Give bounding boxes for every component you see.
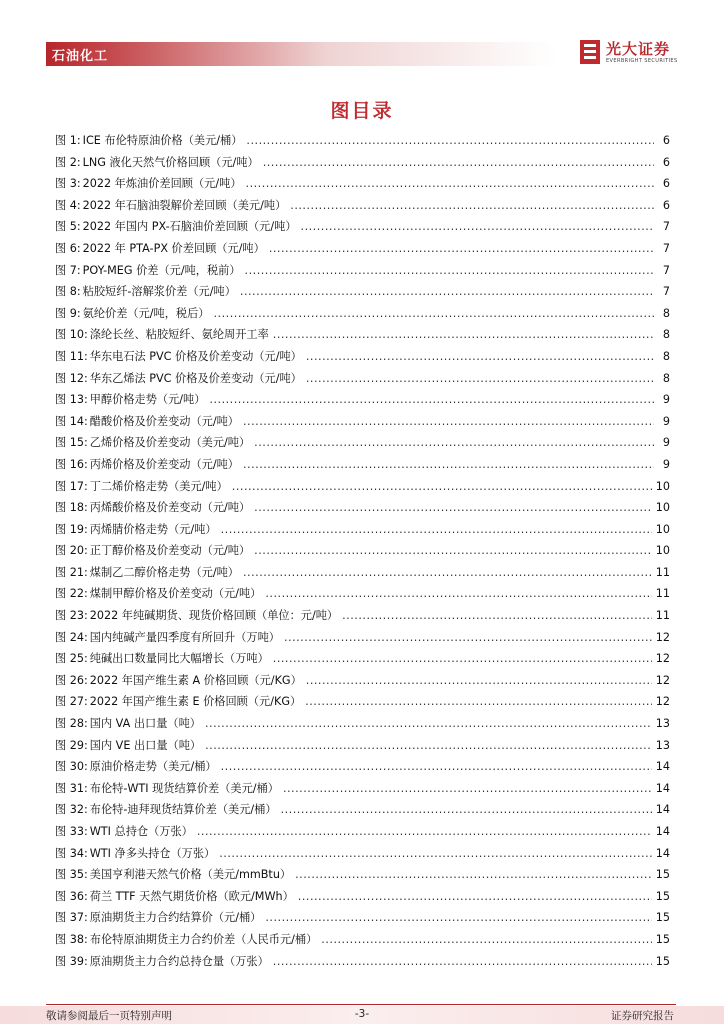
toc-entry-leader xyxy=(295,864,652,886)
toc-entry[interactable] xyxy=(55,152,670,174)
toc-entry-label: 图 36: xyxy=(55,889,88,903)
toc-entry-leader xyxy=(321,929,651,951)
toc-entry-page: 10 xyxy=(655,479,670,493)
toc-entry-leader xyxy=(273,648,652,670)
toc-entry[interactable] xyxy=(55,346,670,368)
brand-logo xyxy=(578,36,698,70)
toc-entry[interactable] xyxy=(55,821,670,843)
toc-entry-leader xyxy=(284,627,652,649)
toc-entry-page: 13 xyxy=(655,717,670,731)
toc-entry[interactable] xyxy=(55,281,670,303)
toc-entry[interactable] xyxy=(55,756,670,778)
toc-entry-title: 醋酸价格及价差变动（元/吨） xyxy=(89,414,239,428)
toc-entry-label: 图 29: xyxy=(55,738,88,752)
toc-entry-label: 图 2: xyxy=(55,155,81,169)
toc-entry[interactable] xyxy=(55,368,670,390)
toc-entry-label: 图 16: xyxy=(55,457,88,471)
brand-name: 光大证券 xyxy=(606,40,671,58)
toc-entry[interactable] xyxy=(55,799,670,821)
toc-entry[interactable] xyxy=(55,864,670,886)
toc-entry-label: 图 13: xyxy=(55,393,88,407)
toc-entry-page: 10 xyxy=(655,501,670,515)
toc-entry-leader xyxy=(342,605,652,627)
toc-entry[interactable] xyxy=(55,583,670,605)
toc-entry-label: 图 18: xyxy=(55,501,88,515)
toc-entry-title: 丙烯价格及价差变动（元/吨） xyxy=(89,457,239,471)
toc-entry-leader xyxy=(305,691,652,713)
toc-entry-label: 图 26: xyxy=(55,673,88,687)
toc-entry[interactable] xyxy=(55,929,670,951)
toc-entry-leader xyxy=(273,951,652,973)
toc-entry-title: 华东乙烯法 PVC 价格及价差变动（元/吨） xyxy=(89,371,302,385)
toc-entry[interactable] xyxy=(55,778,670,800)
toc-entry-title: 布伦特原油期货主力合约价差（人民币元/桶） xyxy=(89,932,318,946)
toc-entry-leader xyxy=(245,260,654,282)
toc-entry-leader xyxy=(254,497,652,519)
footer-page-number: -3- xyxy=(354,1008,370,1020)
toc-entry-page: 6 xyxy=(662,198,670,212)
toc-entry[interactable] xyxy=(55,173,670,195)
toc-entry-leader xyxy=(197,821,652,843)
toc-entry-label: 图 39: xyxy=(55,954,88,968)
toc-entry-title: 原油期货主力合约总持仓量（万张） xyxy=(89,954,269,968)
toc-entry-page: 8 xyxy=(662,328,670,342)
toc-entry-label: 图 24: xyxy=(55,630,88,644)
toc-entry-page: 14 xyxy=(655,803,670,817)
toc-entry[interactable] xyxy=(55,562,670,584)
toc-entry[interactable] xyxy=(55,713,670,735)
brand-subtitle: EVERBRIGHT SECURITIES xyxy=(606,58,678,64)
toc-entry[interactable] xyxy=(55,951,670,973)
toc-entry-page: 13 xyxy=(655,738,670,752)
toc-entry[interactable] xyxy=(55,691,670,713)
toc-entry-leader xyxy=(243,454,654,476)
figure-index-list xyxy=(55,130,670,972)
toc-entry-leader xyxy=(219,843,652,865)
toc-entry-label: 图 9: xyxy=(55,306,81,320)
toc-entry-label: 图 3: xyxy=(55,177,81,191)
toc-entry-label: 图 27: xyxy=(55,695,88,709)
toc-entry[interactable] xyxy=(55,886,670,908)
toc-entry-title: 国内纯碱产量四季度有所回升（万吨） xyxy=(89,630,280,644)
toc-entry-leader xyxy=(243,562,652,584)
toc-entry-leader xyxy=(273,324,654,346)
toc-entry-title: 2022 年国产维生素 E 价格回顾（元/KG） xyxy=(89,695,302,709)
toc-entry-title: WTI 总持仓（万张） xyxy=(89,825,193,838)
toc-entry-page: 7 xyxy=(662,285,670,299)
toc-entry-leader xyxy=(205,713,652,735)
toc-entry-page: 14 xyxy=(655,760,670,774)
toc-entry-leader xyxy=(269,238,654,260)
toc-entry-leader xyxy=(301,216,654,238)
toc-entry-page: 9 xyxy=(662,393,670,407)
toc-entry-label: 图 30: xyxy=(55,760,88,774)
toc-entry-label: 图 12: xyxy=(55,371,88,385)
footer-disclaimer: 敬请参阅最后一页特别声明 xyxy=(46,1010,172,1022)
toc-entry-page: 14 xyxy=(655,781,670,795)
toc-entry-page: 7 xyxy=(662,220,670,234)
toc-entry-page: 8 xyxy=(662,371,670,385)
toc-entry-title: 国内 VA 出口量（吨） xyxy=(89,717,201,731)
toc-entry-label: 图 8: xyxy=(55,285,81,299)
toc-entry-title: 甲醇价格走势（元/吨） xyxy=(89,393,206,407)
toc-entry-label: 图 31: xyxy=(55,781,88,795)
toc-entry[interactable] xyxy=(55,605,670,627)
toc-entry[interactable] xyxy=(55,303,670,325)
toc-entry-title: 国内 VE 出口量（吨） xyxy=(89,738,202,752)
toc-entry-title: 粘胶短纤-溶解浆价差（元/吨） xyxy=(82,285,236,299)
toc-entry[interactable] xyxy=(55,454,670,476)
toc-entry-page: 15 xyxy=(655,932,670,946)
toc-entry-leader xyxy=(281,799,652,821)
toc-entry[interactable] xyxy=(55,670,670,692)
toc-entry-label: 图 34: xyxy=(55,846,88,860)
toc-entry[interactable] xyxy=(55,735,670,757)
toc-entry-page: 7 xyxy=(662,241,670,255)
toc-entry-page: 15 xyxy=(655,889,670,903)
toc-entry-label: 图 1: xyxy=(55,134,81,147)
toc-entry-leader xyxy=(298,886,652,908)
toc-entry-page: 12 xyxy=(655,630,670,644)
toc-entry-title: 2022 年纯碱期货、现货价格回顾（单位：元/吨） xyxy=(89,609,339,623)
toc-entry-title: 2022 年国内 PX-石脑油价差回顾（元/吨） xyxy=(82,220,297,234)
toc-entry-page: 6 xyxy=(662,177,670,191)
toc-entry-page: 12 xyxy=(655,695,670,709)
toc-entry-page: 12 xyxy=(655,652,670,666)
toc-entry-page: 6 xyxy=(662,155,670,169)
toc-entry-page: 10 xyxy=(655,522,670,536)
toc-entry-title: 原油期货主力合约结算价（元/桶） xyxy=(89,911,262,925)
toc-entry-title: 布伦特-WTI 现货结算价差（美元/桶） xyxy=(89,781,279,795)
toc-entry-title: 乙烯价格及价差变动（美元/吨） xyxy=(89,436,251,450)
toc-entry-title: 正丁醇价格及价差变动（元/吨） xyxy=(89,544,251,558)
toc-entry-label: 图 22: xyxy=(55,587,88,601)
toc-entry-label: 图 32: xyxy=(55,803,88,817)
toc-entry-label: 图 17: xyxy=(55,479,88,493)
toc-entry-page: 9 xyxy=(662,436,670,450)
toc-entry-title: 丙烯腈价格走势（元/吨） xyxy=(89,522,217,536)
toc-entry-page: 12 xyxy=(655,673,670,687)
toc-entry[interactable] xyxy=(55,238,670,260)
toc-entry-page: 8 xyxy=(662,306,670,320)
toc-entry-leader xyxy=(265,907,651,929)
toc-entry-label: 图 19: xyxy=(55,522,88,536)
toc-entry-page: 8 xyxy=(662,349,670,363)
toc-entry-leader xyxy=(265,583,651,605)
toc-entry[interactable] xyxy=(55,389,670,411)
toc-entry-title: 煤制乙二醇价格走势（元/吨） xyxy=(89,565,239,579)
toc-entry-title: 2022 年 PTA-PX 价差回顾（元/吨） xyxy=(82,241,265,255)
toc-entry-title: 美国亨利港天然气价格（美元/mmBtu） xyxy=(89,868,292,882)
toc-entry[interactable] xyxy=(55,411,670,433)
toc-entry-leader xyxy=(240,281,654,303)
toc-entry-page: 11 xyxy=(655,587,670,601)
toc-entry[interactable] xyxy=(55,432,670,454)
toc-entry-leader xyxy=(290,195,654,217)
toc-entry-title: LNG 液化天然气价格回顾（元/吨） xyxy=(82,155,259,169)
toc-entry[interactable] xyxy=(55,260,670,282)
toc-entry-page: 15 xyxy=(655,954,670,968)
toc-entry[interactable] xyxy=(55,476,670,498)
toc-entry-title: 2022 年炼油价差回顾（元/吨） xyxy=(82,177,242,191)
toc-entry-title: 原油价格走势（美元/桶） xyxy=(89,760,217,774)
toc-entry-label: 图 25: xyxy=(55,652,88,666)
toc-entry[interactable] xyxy=(55,130,670,152)
toc-entry-label: 图 37: xyxy=(55,911,88,925)
toc-entry-leader xyxy=(243,411,654,433)
toc-entry-page: 15 xyxy=(655,868,670,882)
toc-entry-leader xyxy=(232,476,652,498)
toc-entry-label: 图 6: xyxy=(55,241,81,255)
toc-entry[interactable] xyxy=(55,195,670,217)
toc-entry-label: 图 7: xyxy=(55,263,81,277)
toc-entry-leader xyxy=(221,756,652,778)
toc-entry-page: 10 xyxy=(655,544,670,558)
toc-entry-page: 11 xyxy=(655,565,670,579)
toc-entry-page: 9 xyxy=(662,457,670,471)
toc-entry[interactable] xyxy=(55,497,670,519)
toc-entry-title: 2022 年石脑油裂解价差回顾（美元/吨） xyxy=(82,198,287,212)
toc-entry-leader xyxy=(246,173,654,195)
toc-entry-title: 煤制甲醇价格及价差变动（元/吨） xyxy=(89,587,262,601)
toc-entry-title: WTI 净多头持仓（万张） xyxy=(89,846,216,860)
toc-entry-title: POY-MEG 价差（元/吨，税前） xyxy=(82,263,241,277)
toc-entry-title: 涤纶长丝、粘胶短纤、氨纶周开工率 xyxy=(89,328,269,342)
toc-entry-leader xyxy=(254,540,652,562)
toc-entry-label: 图 15: xyxy=(55,436,88,450)
toc-entry[interactable] xyxy=(55,519,670,541)
toc-entry-label: 图 35: xyxy=(55,868,88,882)
toc-entry-title: ICE 布伦特原油价格（美元/桶） xyxy=(82,134,243,147)
toc-entry[interactable] xyxy=(55,648,670,670)
toc-entry-label: 图 14: xyxy=(55,414,88,428)
header-category: 石油化工 xyxy=(52,49,109,64)
toc-entry[interactable] xyxy=(55,907,670,929)
toc-entry-leader xyxy=(283,778,652,800)
toc-entry-title: 2022 年国产维生素 A 价格回顾（元/KG） xyxy=(89,673,302,687)
toc-entry-title: 丁二烯价格走势（美元/吨） xyxy=(89,479,228,493)
toc-entry-leader xyxy=(254,432,654,454)
toc-entry-page: 14 xyxy=(655,846,670,860)
toc-entry-title: 纯碱出口数量同比大幅增长（万吨） xyxy=(89,652,269,666)
brand-logo-icon xyxy=(578,38,602,66)
toc-entry[interactable] xyxy=(55,540,670,562)
toc-entry-label: 图 21: xyxy=(55,565,88,579)
toc-entry-label: 图 11: xyxy=(55,349,88,363)
page-title: 图目录 xyxy=(330,100,394,122)
toc-entry-leader xyxy=(246,130,654,152)
toc-entry-leader xyxy=(306,670,652,692)
toc-entry-title: 华东电石法 PVC 价格及价差变动（元/吨） xyxy=(89,349,302,363)
toc-entry-label: 图 5: xyxy=(55,220,81,234)
toc-entry[interactable] xyxy=(55,216,670,238)
toc-entry-leader xyxy=(205,735,652,757)
toc-entry-leader xyxy=(209,389,654,411)
toc-entry-leader xyxy=(306,346,654,368)
toc-entry-label: 图 38: xyxy=(55,932,88,946)
toc-entry-label: 图 20: xyxy=(55,544,88,558)
toc-entry[interactable] xyxy=(55,843,670,865)
toc-entry-label: 图 4: xyxy=(55,198,81,212)
toc-entry-title: 荷兰 TTF 天然气期货价格（欧元/MWh） xyxy=(89,889,294,903)
toc-entry-title: 丙烯酸价格及价差变动（元/吨） xyxy=(89,501,251,515)
header-band xyxy=(46,42,556,66)
toc-entry-page: 7 xyxy=(662,263,670,277)
toc-entry-label: 图 23: xyxy=(55,609,88,623)
toc-entry-page: 9 xyxy=(662,414,670,428)
toc-entry-leader xyxy=(221,519,652,541)
toc-entry[interactable] xyxy=(55,324,670,346)
footer-report-type: 证券研究报告 xyxy=(611,1010,674,1022)
toc-entry-leader xyxy=(263,152,654,174)
toc-entry-label: 图 10: xyxy=(55,328,88,342)
toc-entry-title: 氨纶价差（元/吨，税后） xyxy=(82,306,210,320)
toc-entry-page: 6 xyxy=(662,134,670,147)
toc-entry[interactable] xyxy=(55,627,670,649)
toc-entry-leader xyxy=(213,303,654,325)
toc-entry-page: 14 xyxy=(655,825,670,838)
toc-entry-leader xyxy=(306,368,654,390)
toc-entry-page: 11 xyxy=(655,609,670,623)
toc-entry-page: 15 xyxy=(655,911,670,925)
toc-entry-label: 图 28: xyxy=(55,717,88,731)
footer-divider xyxy=(46,1004,676,1005)
toc-entry-title: 布伦特-迪拜现货结算价差（美元/桶） xyxy=(89,803,277,817)
toc-entry-label: 图 33: xyxy=(55,825,88,838)
